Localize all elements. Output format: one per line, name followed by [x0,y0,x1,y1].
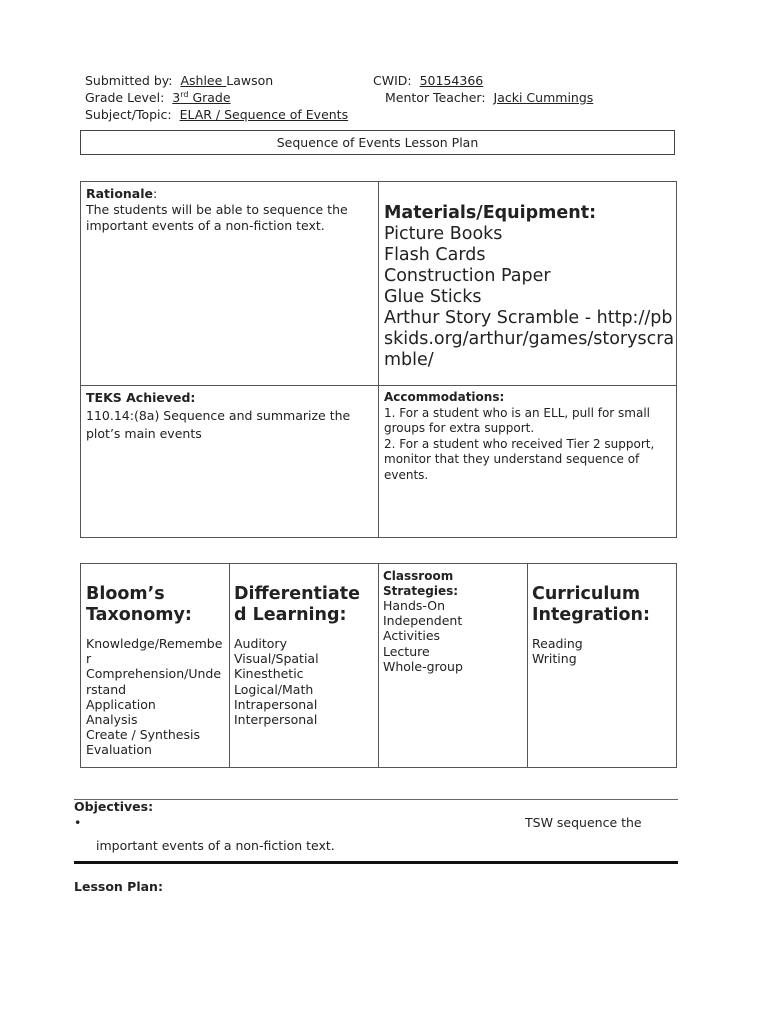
material-item: Flash Cards [384,245,486,265]
classroom-item: Lecture [383,643,430,659]
submitted-by-line [85,73,273,89]
thick-divider [74,861,678,864]
differentiated-item: Logical/Math [234,681,314,697]
curriculum-item: Reading [532,636,583,651]
accommodation-item: 1. For a student who is an ELL, pull for small groups for extra support. [384,405,650,435]
blooms-item: Comprehension/Unde [86,666,222,682]
differentiated-item: Auditory [234,636,287,651]
classroom-item: Activities [383,628,441,644]
subject-line [85,107,348,123]
grade-level-label: Grade Level: [85,90,165,105]
cwid-label: CWID: [373,73,412,88]
differentiated-item: Intrapersonal [234,696,318,712]
objective-text-line1: TSW sequence the [525,815,642,830]
blooms-heading: Bloom’s Taxonomy: [86,584,192,625]
material-item: Picture Books [384,224,503,244]
differentiated-heading: Differentiate d Learning: [234,584,360,625]
objectives-bullet: • [74,815,82,830]
classroom-item: Independent [383,613,463,629]
blooms-item: r [86,651,92,667]
differentiated-item: Visual/Spatial [234,651,319,667]
subject-label: Subject/Topic: [85,107,172,122]
lesson-plan-title: Sequence of Events Lesson Plan [80,130,675,155]
grade-suffix: rd [180,89,189,99]
submitted-by-label: Submitted by: [85,73,173,88]
cwid-line [373,73,483,89]
curriculum-item: Writing [532,651,577,667]
differentiated-item: Interpersonal [234,712,318,728]
classroom-item: Hands-On [383,598,446,613]
mentor-label: Mentor Teacher: [385,90,486,105]
blooms-item: Application [86,696,156,712]
submitted-by-last: Lawson [226,73,274,88]
material-item: Glue Sticks [384,287,482,307]
curriculum-cell [532,584,672,666]
classroom-cell [383,569,523,674]
rationale-text: The students will be able to sequence the important events of a non-fiction text. [86,202,348,233]
materials-heading: Materials/Equipment: [384,203,597,223]
rationale-cell: Rationale: The students will be able to sequence the important events of a non-fiction text. [86,186,366,234]
grade-level-line [85,90,231,106]
rationale-materials-table [80,181,677,538]
materials-cell [384,203,676,371]
blooms-item: Evaluation [86,742,152,758]
objective-text-line2: important events of a non-fiction text. [96,838,335,853]
blooms-item: Analysis [86,712,138,728]
accommodations-heading: Accommodations: [384,390,505,404]
accommodations-cell [384,390,674,483]
grade-word: Grade [188,90,231,105]
teks-cell [86,390,366,443]
subject-value: ELAR / Sequence of Events [179,107,349,122]
strategies-table [80,563,677,768]
rationale-label: Rationale [86,186,154,201]
grade-number: 3 [172,90,181,105]
teks-heading: TEKS Achieved: [86,390,196,405]
mentor-line [385,90,593,106]
material-item-arthur: Arthur Story Scramble - http://pbskids.org/arthur/games/storyscramble/ [384,308,675,370]
blooms-cell [86,584,226,758]
lesson-plan-label: Lesson Plan: [74,879,163,894]
mentor-value: Jacki Cummings [493,90,594,105]
cwid-value: 50154366 [419,73,484,88]
differentiated-cell [234,584,376,727]
objectives-label: Objectives: [74,799,154,814]
accommodation-item: 2. For a student who received Tier 2 support, monitor that they understand sequence of events. [384,436,655,482]
blooms-item: Create / Synthesis [86,727,200,743]
classroom-item: Whole-group [383,658,463,674]
teks-text: 110.14:(8a) Sequence and summarize the plot’s main events [86,408,351,441]
differentiated-item: Kinesthetic [234,666,304,682]
blooms-item: Knowledge/Remembe [86,636,223,651]
divider [74,799,678,800]
curriculum-heading: Curriculum Integration: [532,584,651,625]
classroom-heading: Classroom Strategies: [383,569,459,598]
material-item: Construction Paper [384,266,551,286]
submitted-by-first: Ashlee [180,73,227,88]
blooms-item: rstand [86,681,127,697]
